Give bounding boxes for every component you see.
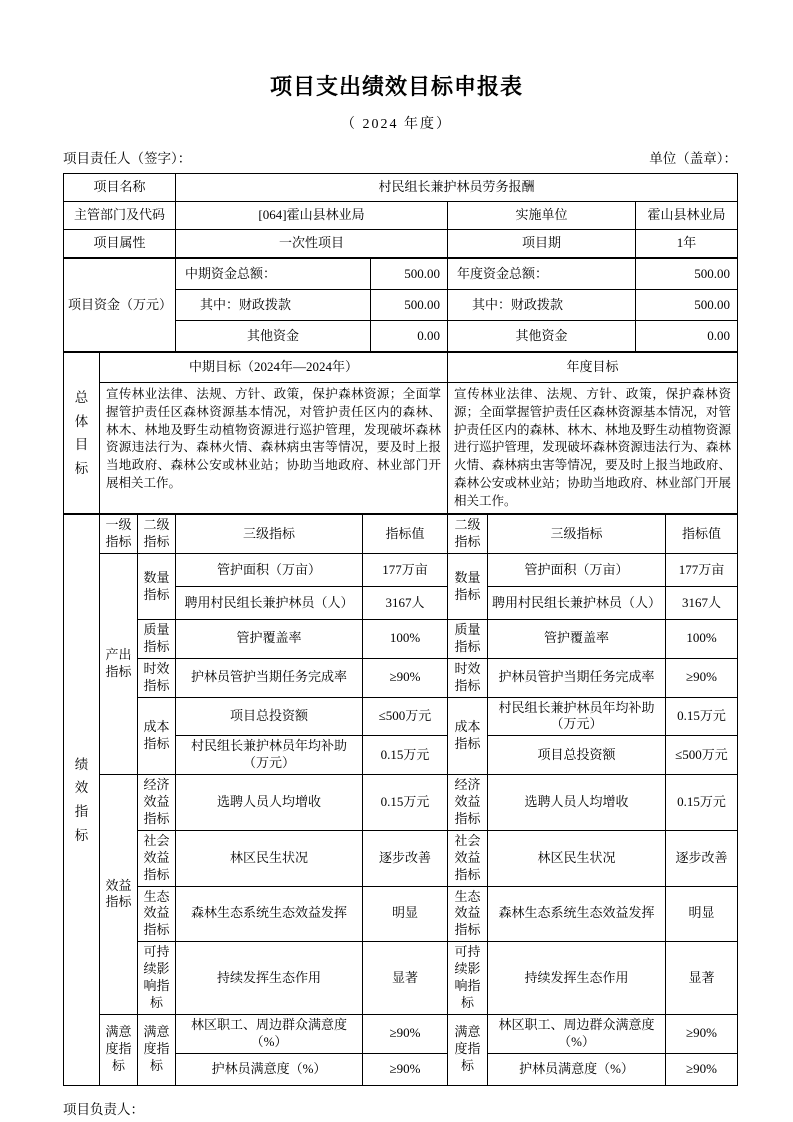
lvl2-cost-cell-right: 成本指标 — [448, 697, 488, 775]
indicators-table — [63, 514, 738, 1085]
year-other-label: 其他资金 — [448, 321, 636, 352]
lvl3-cell: 管护面积（万亩） — [176, 554, 363, 587]
mid-other-value: 0.00 — [371, 321, 448, 352]
value-cell: ≥90% — [363, 658, 448, 697]
lvl3-cell-right: 林区民生状况 — [488, 830, 666, 886]
value-header-right: 指标值 — [666, 515, 738, 554]
mid-fiscal-label: 其中：财政拨款 — [176, 290, 371, 321]
lvl2-cost-cell: 成本指标 — [138, 697, 176, 775]
overall-goal-table — [63, 352, 738, 514]
lvl2-satisfaction-cell-right: 满意度指标 — [448, 1014, 488, 1085]
lvl2-ecological-cell: 生态效益指标 — [138, 886, 176, 942]
lvl2-satisfaction-cell: 满意度指标 — [138, 1014, 176, 1085]
value-cell-right: 明显 — [666, 886, 738, 942]
lvl2-quantity-cell: 数量指标 — [138, 554, 176, 620]
funds-label: 项目资金（万元） — [64, 259, 176, 352]
dept-row — [64, 202, 738, 230]
year-total-value: 500.00 — [636, 259, 738, 290]
lvl1-output-cell: 产出指标 — [100, 554, 138, 775]
year-total-label: 年度资金总额： — [448, 259, 636, 290]
lvl3-cell-right: 森林生态系统生态效益发挥 — [488, 886, 666, 942]
value-cell-right: ≥90% — [666, 1053, 738, 1085]
lvl2-sustainability-cell: 可持续影响指标 — [138, 942, 176, 1015]
year-fiscal-value: 500.00 — [636, 290, 738, 321]
indicator-row — [64, 658, 738, 697]
lvl2-ecological-cell-right: 生态效益指标 — [448, 886, 488, 942]
lvl3-header: 三级指标 — [176, 515, 363, 554]
value-cell: 100% — [363, 620, 448, 659]
lvl3-cell-right: 管护覆盖率 — [488, 620, 666, 659]
project-name-value: 村民组长兼护林员劳务报酬 — [176, 174, 738, 202]
lvl3-cell: 村民组长兼护林员年均补助（万元） — [176, 736, 363, 775]
year-goal-header: 年度目标 — [448, 353, 738, 383]
lvl2-quality-cell: 质量指标 — [138, 620, 176, 659]
lvl3-cell: 护林员满意度（%） — [176, 1053, 363, 1085]
overall-goal-label-text: 总体目标 — [74, 389, 89, 476]
attr-row — [64, 230, 738, 258]
value-cell-right: ≥90% — [666, 658, 738, 697]
value-cell: ≥90% — [363, 1053, 448, 1085]
goal-header-row — [64, 353, 738, 383]
unit-seal-label: 单位（盖章）： — [649, 151, 737, 166]
goal-text-row — [64, 383, 738, 514]
project-name-row — [64, 174, 738, 202]
value-cell: 3167人 — [363, 587, 448, 620]
perf-indicators-label — [64, 515, 100, 1085]
indicator-row — [64, 775, 738, 831]
indicator-row — [64, 830, 738, 886]
value-cell-right: 显著 — [666, 942, 738, 1015]
perf-indicators-label-text: 绩效指标 — [74, 756, 89, 843]
value-cell-right: 0.15万元 — [666, 775, 738, 831]
lvl2-timeliness-cell-right: 时效指标 — [448, 658, 488, 697]
lvl3-cell-right: 村民组长兼护林员年均补助（万元） — [488, 697, 666, 736]
indicator-row — [64, 697, 738, 736]
mid-goal-header: 中期目标（2024年—2024年） — [100, 353, 448, 383]
value-cell: 0.15万元 — [363, 736, 448, 775]
value-cell-right: 100% — [666, 620, 738, 659]
mid-other-label: 其他资金 — [176, 321, 371, 352]
lvl3-cell: 选聘人员人均增收 — [176, 775, 363, 831]
footer-label: 项目负责人： — [63, 1101, 144, 1117]
lvl1-header: 一级指标 — [100, 515, 138, 554]
mid-total-label: 中期资金总额： — [176, 259, 371, 290]
value-cell: ≤500万元 — [363, 697, 448, 736]
lvl3-cell: 林区民生状况 — [176, 830, 363, 886]
lvl2-header-right: 二级指标 — [448, 515, 488, 554]
lvl3-cell: 项目总投资额 — [176, 697, 363, 736]
year-other-value: 0.00 — [636, 321, 738, 352]
project-name-label: 项目名称 — [64, 174, 176, 202]
value-cell-right: ≤500万元 — [666, 736, 738, 775]
responsible-person-label: 项目责任人（签字）： — [63, 151, 192, 166]
lvl3-cell: 护林员管护当期任务完成率 — [176, 658, 363, 697]
mid-goal-text: 宣传林业法律、法规、方针、政策，保护森林资源；全面掌握管护责任区森林资源基本情况，对管护责任区内的森林、林木、林地及野生动植物资源进行巡护管理，发现破坏森林资源违法行为、森林火情、森林病虫害等情况，要及时上报当地政府、森林公安或林业站；协助当地政府、林业部门开展相关工作。 — [100, 383, 448, 514]
period-label: 项目期 — [448, 230, 636, 258]
dept-value: [064]霍山县林业局 — [176, 202, 448, 230]
attr-value: 一次性项目 — [176, 230, 448, 258]
value-cell-right: 177万亩 — [666, 554, 738, 587]
overall-goal-label — [64, 353, 100, 514]
lvl1-satisfaction-cell: 满意度指标 — [100, 1014, 138, 1085]
mid-fiscal-value: 500.00 — [371, 290, 448, 321]
impl-value: 霍山县林业局 — [636, 202, 738, 230]
page-title: 项目支出绩效目标申报表 — [269, 74, 523, 99]
lvl3-cell: 林区职工、周边群众满意度（%） — [176, 1014, 363, 1053]
lvl1-benefit-cell: 效益指标 — [100, 775, 138, 1015]
lvl2-quality-cell-right: 质量指标 — [448, 620, 488, 659]
lvl3-cell: 持续发挥生态作用 — [176, 942, 363, 1015]
lvl2-sustainability-cell-right: 可持续影响指标 — [448, 942, 488, 1015]
value-cell-right: 0.15万元 — [666, 697, 738, 736]
year-goal-text: 宣传林业法律、法规、方针、政策，保护森林资源；全面掌握管护责任区森林资源基本情况，对管护责任区内的森林、林木、林地及野生动植物资源进行巡护管理，发现破坏森林资源违法行为、森林火情、森林病虫害等情况，要及时上报当地政府、森林公安或林业站；协助当地政府、林业部门开展相关工作。 — [448, 383, 738, 514]
value-cell-right: ≥90% — [666, 1014, 738, 1053]
value-cell-right: 3167人 — [666, 587, 738, 620]
year-fiscal-label: 其中：财政拨款 — [448, 290, 636, 321]
lvl3-cell: 管护覆盖率 — [176, 620, 363, 659]
indicator-row — [64, 886, 738, 942]
value-cell: 0.15万元 — [363, 775, 448, 831]
lvl3-cell-right: 林区职工、周边群众满意度（%） — [488, 1014, 666, 1053]
lvl2-economic-cell-right: 经济效益指标 — [448, 775, 488, 831]
value-header: 指标值 — [363, 515, 448, 554]
lvl3-cell-right: 项目总投资额 — [488, 736, 666, 775]
signature-row — [63, 147, 737, 167]
value-cell: 显著 — [363, 942, 448, 1015]
lvl3-cell: 聘用村民组长兼护林员（人） — [176, 587, 363, 620]
value-cell-right: 逐步改善 — [666, 830, 738, 886]
funds-table — [63, 258, 738, 352]
attr-label: 项目属性 — [64, 230, 176, 258]
lvl3-cell: 森林生态系统生态效益发挥 — [176, 886, 363, 942]
lvl2-timeliness-cell: 时效指标 — [138, 658, 176, 697]
value-cell: 逐步改善 — [363, 830, 448, 886]
value-cell: ≥90% — [363, 1014, 448, 1053]
form-tables — [63, 173, 737, 1086]
indicator-row — [64, 620, 738, 659]
lvl3-cell-right: 护林员满意度（%） — [488, 1053, 666, 1085]
indicator-row — [64, 942, 738, 1015]
lvl3-cell-right: 选聘人员人均增收 — [488, 775, 666, 831]
funds-row — [64, 259, 738, 290]
lvl3-cell-right: 管护面积（万亩） — [488, 554, 666, 587]
lvl3-cell-right: 持续发挥生态作用 — [488, 942, 666, 1015]
lvl3-header-right: 三级指标 — [488, 515, 666, 554]
lvl3-cell-right: 护林员管护当期任务完成率 — [488, 658, 666, 697]
indicator-row — [64, 554, 738, 587]
lvl2-quantity-cell-right: 数量指标 — [448, 554, 488, 620]
lvl2-economic-cell: 经济效益指标 — [138, 775, 176, 831]
year-line: （ 2024 年度） — [341, 117, 452, 132]
impl-label: 实施单位 — [448, 202, 636, 230]
dept-label: 主管部门及代码 — [64, 202, 176, 230]
lvl2-social-cell-right: 社会效益指标 — [448, 830, 488, 886]
lvl2-header: 二级指标 — [138, 515, 176, 554]
value-cell: 明显 — [363, 886, 448, 942]
mid-total-value: 500.00 — [371, 259, 448, 290]
value-cell: 177万亩 — [363, 554, 448, 587]
indicator-row — [64, 1014, 738, 1053]
lvl3-cell-right: 聘用村民组长兼护林员（人） — [488, 587, 666, 620]
indicators-header-row — [64, 515, 738, 554]
period-value: 1年 — [636, 230, 738, 258]
info-table — [63, 173, 738, 258]
lvl2-social-cell: 社会效益指标 — [138, 830, 176, 886]
